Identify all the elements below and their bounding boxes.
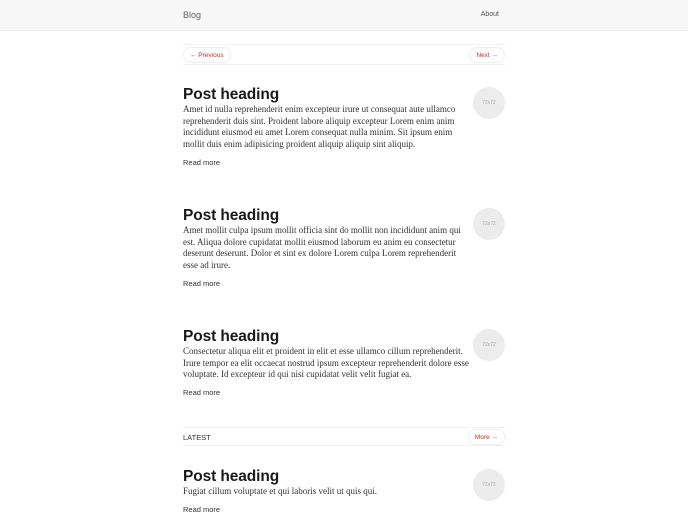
post-excerpt: Amet id nulla reprehenderit enim excepteur irure ut consequat aute ullamco reprehenderit duis sint. Proident labore aliquip excepteur Lorem enim anim incididunt eiusmod eu amet Lorem consequat nulla minim. Sit ipsum enim mollit duis enim adipisicing proident aliquip aliquip sint aliquip. (183, 104, 456, 150)
post-thumbnail: 72x72 (473, 87, 505, 119)
read-more-link[interactable]: Read more (183, 388, 221, 398)
read-more-link[interactable]: Read more (183, 504, 221, 512)
post-excerpt: Consectetur aliqua elit et proident in elit et esse ullamco cillum reprehenderit. Irure tempor ea elit occaecat nostrud ipsum excepteur reprehenderit dolore esse voluptate. Id excepteur id qui nisi cupidatat velit velit fugiat ea. (183, 346, 469, 380)
site-header (0, 0, 688, 31)
post-card (183, 469, 505, 512)
latest-section-header (183, 427, 505, 446)
post-card (183, 208, 505, 288)
nav-link-about[interactable]: About (480, 11, 499, 18)
post-thumbnail: 72x72 (473, 208, 505, 240)
next-button[interactable]: Next → (469, 47, 505, 63)
post-heading[interactable]: Post heading (183, 328, 280, 345)
post-thumbnail: 72x72 (473, 469, 505, 501)
post-card (183, 87, 505, 167)
previous-button[interactable]: ← Previous (183, 47, 231, 63)
latest-label: LATEST (183, 433, 211, 442)
post-card (183, 329, 505, 397)
pagination (183, 44, 505, 65)
post-heading[interactable]: Post heading (183, 86, 280, 103)
read-more-link[interactable]: Read more (183, 278, 221, 288)
read-more-link[interactable]: Read more (183, 157, 221, 167)
post-excerpt: Amet mollit culpa ipsum mollit officia sint do mollit non incididunt anim qui est. Aliqua dolore cupidatat mollit eiusmod laborum eu anim eu consectetur deserunt deserunt. Dolor et sint ex dolore Lorem culpa Lorem reprehenderit esse ad irure. (183, 225, 461, 271)
post-excerpt: Fugiat cillum voluptate et qui laboris velit ut quis qui. (183, 486, 377, 496)
post-heading[interactable]: Post heading (183, 468, 280, 485)
brand-link[interactable]: Blog (183, 10, 202, 20)
more-button[interactable]: More → (468, 429, 505, 445)
post-heading[interactable]: Post heading (183, 207, 280, 224)
post-thumbnail: 72x72 (473, 329, 505, 361)
